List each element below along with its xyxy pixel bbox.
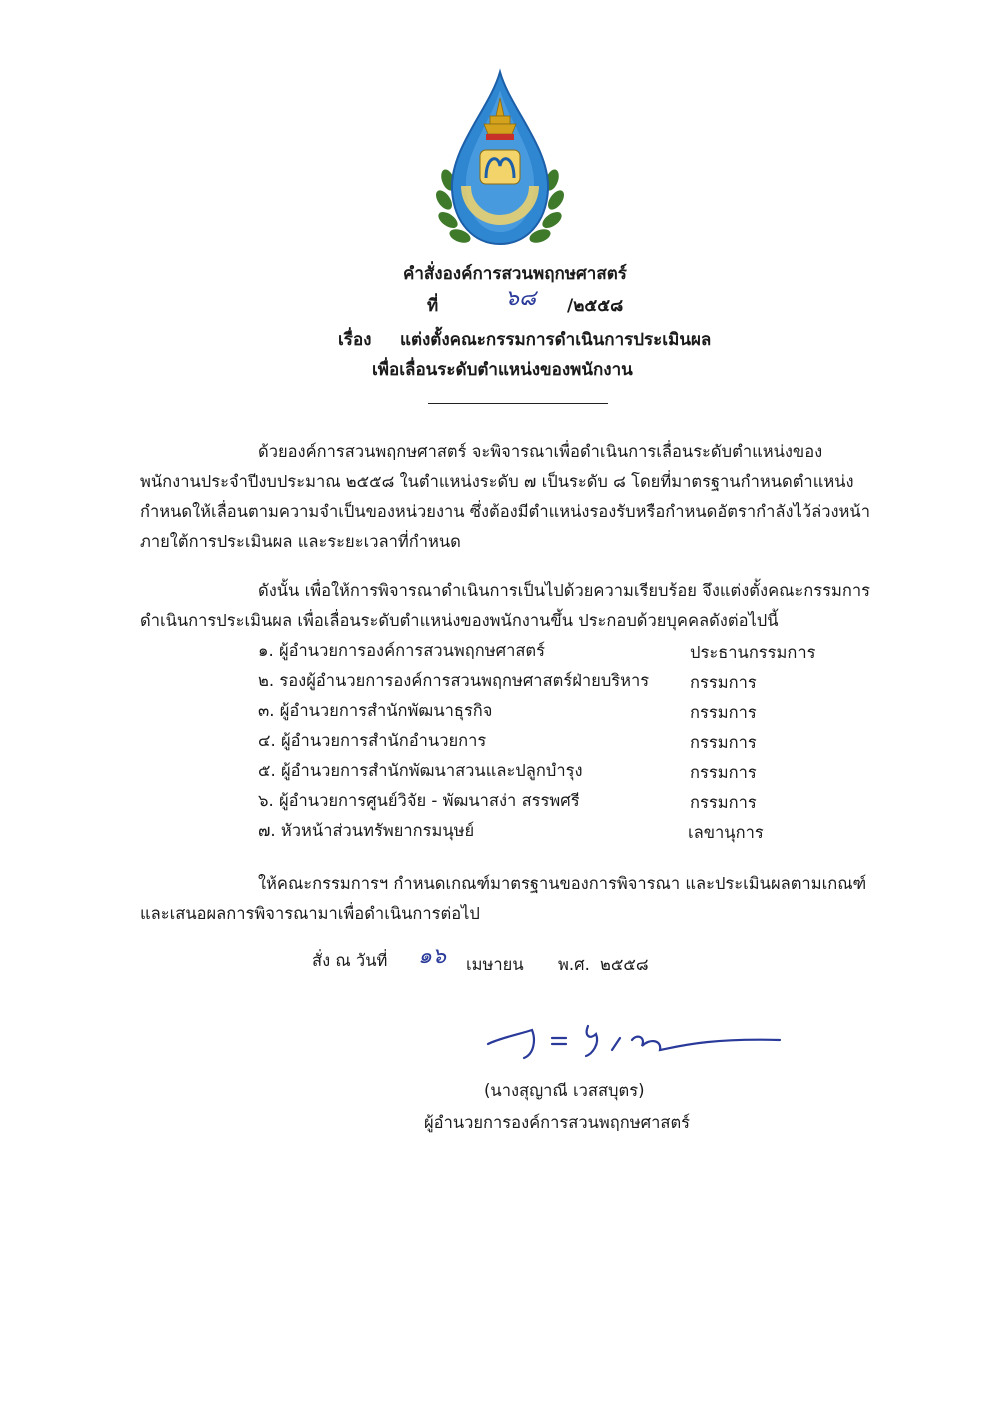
order-title: คำสั่งองค์การสวนพฤกษศาสตร์ (403, 264, 627, 284)
member-role: กรรมการ (690, 763, 757, 782)
paragraph-line: และเสนอผลการพิจารณามาเพื่อดำเนินการต่อไป (140, 904, 480, 923)
subject-line-1: แต่งตั้งคณะกรรมการดำเนินการประเมินผล (400, 330, 712, 350)
date-day-handwritten: ๑๖ (418, 944, 446, 969)
member-name: ๓. ผู้อำนวยการสำนักพัฒนาธุรกิจ (258, 701, 493, 720)
paragraph-instruction (140, 869, 900, 929)
member-role: กรรมการ (690, 703, 757, 722)
member-name: ๕. ผู้อำนวยการสำนักพัฒนาสวนและปลูกบำรุง (258, 761, 583, 780)
member-name: ๒. รองผู้อำนวยการองค์การสวนพฤกษศาสตร์ฝ่ายบริหาร (258, 671, 650, 690)
date-month: เมษายน (466, 955, 524, 974)
paragraph-line: ด้วยองค์การสวนพฤกษศาสตร์ จะพิจารณาเพื่อดำเนินการเลื่อนระดับตำแหน่งของ (258, 442, 823, 461)
signatory-name: (นางสุญาณี เวสสบุตร) (484, 1081, 645, 1100)
paragraph-line: กำหนดให้เลื่อนตามความจำเป็นของหน่วยงาน ซึ่งต้องมีตำแหน่งรองรับหรือกำหนดอัตรากำลังไว้ล่วงหน้า (140, 502, 870, 521)
order-number-year: /๒๕๕๘ (567, 296, 624, 316)
member-role: กรรมการ (690, 673, 757, 692)
order-number-handwritten: ๖๘ (505, 286, 536, 311)
header-divider (428, 403, 608, 404)
paragraph-line: ให้คณะกรรมการฯ กำหนดเกณฑ์มาตรฐานของการพิจารณา และประเมินผลตามเกณฑ์ (258, 874, 867, 893)
handwritten-signature (480, 1010, 790, 1070)
member-name: ๔. ผู้อำนวยการสำนักอำนวยการ (258, 731, 487, 750)
date-prefix: สั่ง ณ วันที่ (312, 951, 388, 970)
paragraph-appointment (140, 576, 900, 636)
member-role: กรรมการ (690, 733, 757, 752)
signatory-title: ผู้อำนวยการองค์การสวนพฤกษศาสตร์ (424, 1113, 691, 1132)
paragraph-line: ดำเนินการประเมินผล เพื่อเลื่อนระดับตำแหน่งของพนักงานขึ้น ประกอบด้วยบุคคลดังต่อไปนี้ (140, 611, 779, 630)
member-name: ๖. ผู้อำนวยการศูนย์วิจัย - พัฒนาสง่า สรรพศรี (258, 791, 580, 810)
member-name: ๑. ผู้อำนวยการองค์การสวนพฤกษศาสตร์ (258, 641, 545, 660)
subject-label: เรื่อง (338, 330, 372, 350)
subject-line-2: เพื่อเลื่อนระดับตำแหน่งของพนักงาน (372, 360, 633, 380)
paragraph-line: ดังนั้น เพื่อให้การพิจารณาดำเนินการเป็นไปด้วยความเรียบร้อย จึงแต่งตั้งคณะกรรมการ (258, 581, 870, 600)
paragraph-line: ภายใต้การประเมินผล และระยะเวลาที่กำหนด (140, 532, 461, 551)
member-role: เลขานุการ (688, 823, 764, 842)
member-role: ประธานกรรมการ (690, 643, 816, 662)
organization-logo (430, 68, 570, 258)
date-era: พ.ศ. (558, 955, 590, 974)
order-number-prefix: ที่ (427, 296, 439, 316)
member-role: กรรมการ (690, 793, 757, 812)
date-year: ๒๕๕๘ (600, 955, 649, 974)
paragraph-line: พนักงานประจำปีงบประมาณ ๒๕๕๘ ในตำแหน่งระดับ ๗ เป็นระดับ ๘ โดยที่มาตรฐานกำหนดตำแหน่ง (140, 472, 854, 491)
member-name: ๗. หัวหน้าส่วนทรัพยากรมนุษย์ (258, 821, 475, 840)
paragraph-intro (140, 437, 900, 557)
